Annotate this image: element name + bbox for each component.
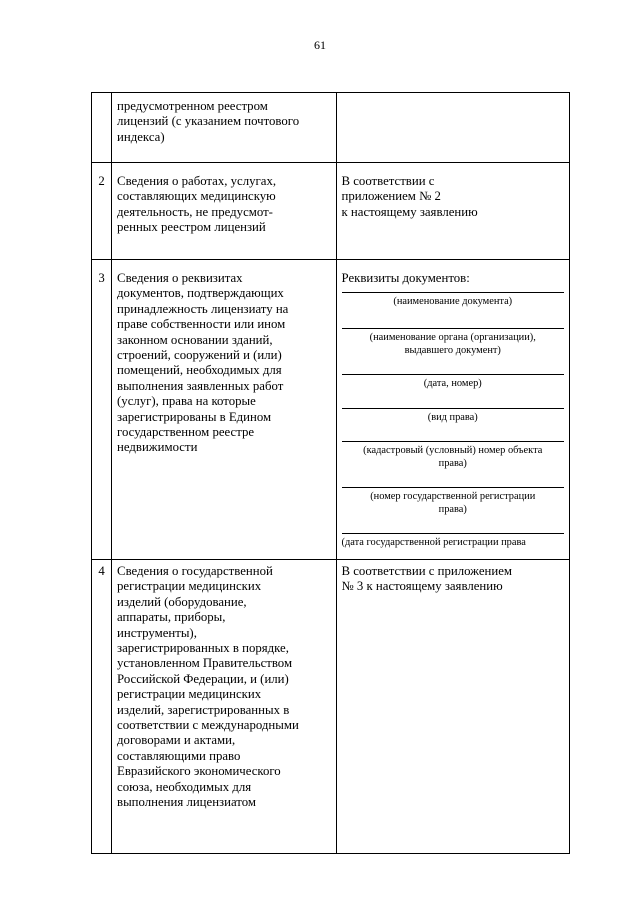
document-name-field xyxy=(342,292,565,328)
row-number: 2 xyxy=(92,163,112,260)
field-caption: (номер государственной регистрации xyxy=(370,491,536,503)
description-line: установленном Правительством xyxy=(117,656,293,671)
description-line: государственном реестре xyxy=(117,425,255,440)
row-description xyxy=(112,560,336,854)
row-value xyxy=(336,560,570,854)
description-line: регистрации медицинских xyxy=(117,687,262,702)
value-line: В соответствии с xyxy=(341,174,435,188)
field-caption: (дата государственной регистрации права xyxy=(341,537,526,549)
description-line: Евразийского экономического xyxy=(117,764,281,779)
description-line: ренных реестром лицензий xyxy=(117,220,266,235)
table-row xyxy=(92,260,570,560)
row-value xyxy=(336,163,570,260)
description-line: деятельность, не предусмот- xyxy=(117,204,273,219)
application-table xyxy=(91,92,570,854)
description-line: изделий, зарегистрированных в xyxy=(117,702,290,717)
field-caption: (кадастровый (условный) номер объекта xyxy=(363,445,543,457)
field-caption: (наименование документа) xyxy=(393,296,513,308)
description-line: законном основании зданий, xyxy=(117,332,273,347)
description-line: помещений, необходимых для xyxy=(117,363,282,378)
row-number: 3 xyxy=(92,260,112,560)
table-row xyxy=(92,93,570,163)
description-line: выполнения заявленных работ xyxy=(117,378,284,393)
description-line: зарегистрированы в Едином xyxy=(117,409,272,424)
description-line: изделий (оборудование, xyxy=(117,594,247,609)
description-line: предусмотренном реестром xyxy=(117,99,268,113)
value-line: В соответствии с приложением xyxy=(341,564,513,578)
value-line: к настоящему заявлению xyxy=(341,204,478,219)
field-caption: (вид права) xyxy=(427,412,478,424)
requisites-title: Реквизиты документов: xyxy=(341,271,470,285)
description-line: Сведения о государственной xyxy=(117,564,273,578)
description-line: соответствии с международными xyxy=(117,718,299,733)
field-caption: права) xyxy=(438,458,467,470)
row-description xyxy=(112,93,336,163)
description-line: праве собственности или ином xyxy=(117,317,286,332)
table-row xyxy=(92,560,570,854)
page-number: 61 xyxy=(314,38,326,52)
description-line: составляющими право xyxy=(117,748,241,763)
description-line: регистрации медицинских xyxy=(117,579,262,594)
value-line: приложением № 2 xyxy=(341,189,441,204)
registration-date-field xyxy=(342,533,565,553)
right-type-field xyxy=(342,408,565,441)
description-line: Российской Федерации, и (или) xyxy=(117,671,289,686)
row-number: 4 xyxy=(92,560,112,854)
requisites-cell xyxy=(336,260,570,560)
field-caption: выдавшего документ) xyxy=(404,345,501,357)
description-line: Сведения о реквизитах xyxy=(117,271,243,285)
description-line: составляющих медицинскую xyxy=(117,189,276,204)
value-line: № 3 к настоящему заявлению xyxy=(341,579,503,594)
description-line: зарегистрированных в порядке, xyxy=(117,641,289,656)
description-line: инструменты), xyxy=(117,625,197,640)
description-line: лицензий (с указанием почтового xyxy=(117,114,300,129)
field-caption: права) xyxy=(438,504,467,516)
description-line: недвижимости xyxy=(117,440,198,455)
description-line: аппараты, приборы, xyxy=(117,610,226,625)
table-row xyxy=(92,163,570,260)
description-line: индекса) xyxy=(117,129,165,144)
cadastral-number-field xyxy=(342,441,565,487)
date-number-field xyxy=(342,374,565,408)
description-line: (услуг), права на которые xyxy=(117,394,256,409)
description-line: договорами и актами, xyxy=(117,733,236,748)
description-line: принадлежность лицензиату на xyxy=(117,301,289,316)
field-caption: (наименование органа (организации), xyxy=(369,332,536,344)
description-line: Сведения о работах, услугах, xyxy=(117,174,277,188)
issuing-authority-field xyxy=(342,328,565,374)
row-description xyxy=(112,163,336,260)
field-caption: (дата, номер) xyxy=(423,378,482,390)
description-line: выполнения лицензиатом xyxy=(117,795,256,810)
registration-number-field xyxy=(342,487,565,533)
description-line: строений, сооружений и (или) xyxy=(117,348,282,363)
row-number xyxy=(92,93,112,163)
description-line: союза, необходимых для xyxy=(117,779,252,794)
description-line: документов, подтверждающих xyxy=(117,286,284,301)
row-description xyxy=(112,260,336,560)
row-value xyxy=(336,93,570,163)
